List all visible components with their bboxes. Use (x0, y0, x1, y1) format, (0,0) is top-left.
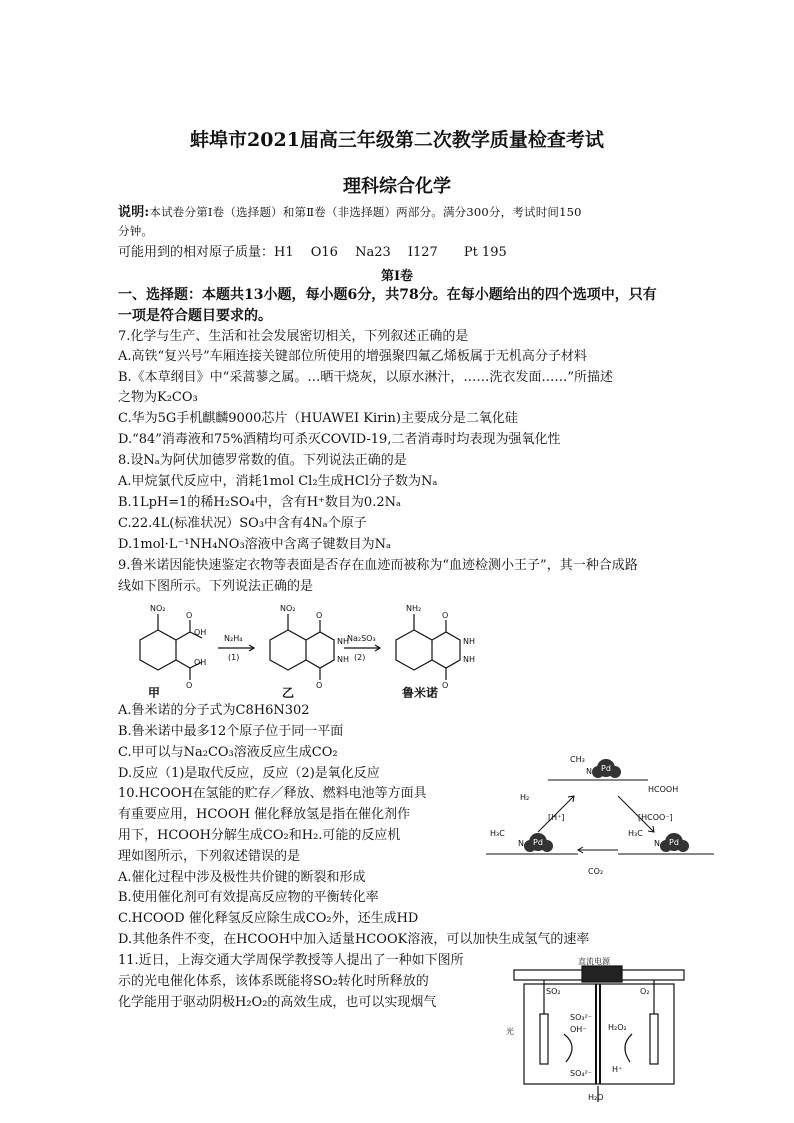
cycle-hcoo-label: [HCOO⁻] (638, 813, 673, 822)
h2o2-label: H₂O₂ (608, 1023, 627, 1032)
q10-stem-2: 有重要应用，HCOOH 催化释放氢是指在催化剂作 (118, 807, 411, 822)
q9-option-c: C.甲可以与Na₂CO₃溶液反应生成CO₂ (118, 745, 338, 760)
q10-stem-4: 理如图所示，下列叙述错误的是 (118, 849, 301, 864)
fig-o-label-3: O (316, 611, 323, 620)
cycle-hplus-label: [H⁺] (548, 813, 565, 822)
fig-o-label-5: O (442, 611, 449, 620)
fig-label-luminol: 鲁米诺 (402, 686, 439, 698)
q9-stem-cont: 线如下图所示。下列说法正确的是 (118, 579, 314, 594)
fig-nh-label: NH (337, 637, 349, 646)
section-heading: 第Ⅰ卷 (380, 269, 414, 284)
q7-stem: 7.化学与生产、生活和社会发展密切相关，下列叙述正确的是 (118, 329, 469, 344)
fig-oh-label-2: OH (194, 658, 207, 667)
instructions-label: 说明: (118, 205, 150, 220)
fig-reagent-2: Na₂SO₃ (347, 634, 376, 643)
q9-option-a: A.鲁米诺的分子式为C8H6N302 (118, 703, 310, 718)
instructions-cont: 分钟。 (118, 224, 154, 238)
q10-option-d: D.其他条件不变，在HCOOH中加入适量HCOOK溶液，可以加快生成氢气的速率 (118, 932, 590, 947)
part1-heading-cont: 一项是符合题目要求的。 (118, 308, 272, 324)
fig-o-label: O (186, 611, 193, 620)
cycle-h2-label: H₂ (520, 793, 530, 802)
oh-label: OH⁻ (570, 1025, 587, 1034)
q11-stem-2: 示的光电催化体系，该体系既能将SO₂转化时所释放的 (118, 974, 429, 989)
fig-reagent-1: N₂H₄ (224, 634, 243, 643)
cycle-co2-label: CO₂ (588, 867, 604, 876)
fig-no2-label: NO₂ (150, 604, 166, 613)
fig-o-label-2: O (186, 681, 193, 690)
cycle-n-label: N (586, 767, 592, 776)
cycle-pd-label-3: Pd (669, 838, 679, 847)
cycle-n-label-2: N (518, 839, 524, 848)
q10-stem-3: 用下，HCOOH分解生成CO₂和H₂.可能的反应机 (118, 828, 401, 843)
h2o-label: H₂O (588, 1093, 604, 1102)
q10-option-b: B.使用催化剂可有效提高反应物的平衡转化率 (118, 890, 379, 905)
q8-option-a: A.甲烷氯代反应中，消耗1mol Cl₂生成HCl分子数为Nₐ (118, 474, 438, 489)
cycle-h3c-label: H₃C (490, 829, 505, 838)
exam-title: 蚌埠市2021届高三年级第二次教学质量检查考试 (190, 129, 604, 151)
q7-option-c: C.华为5G手机麒麟9000芯片（HUAWEI Kirin)主要成分是二氧化硅 (118, 411, 518, 426)
part1-heading: 一、选择题：本题共13小题，每小题6分，共78分。在每小题给出的四个选项中，只有 (118, 287, 657, 303)
cycle-n-label-3: N (654, 839, 660, 848)
q7-option-d: D.“84”消毒液和75%酒精均可杀灭COVID-19,二者消毒时均表现为强氧化性 (118, 432, 561, 447)
fig-nh-label-3: NH (463, 637, 475, 646)
fig-label-jia: 甲 (148, 686, 161, 698)
fig-step-2: (2) (354, 653, 366, 662)
catalytic-cycle-figure (478, 742, 724, 884)
so2-label: SO₂ (546, 987, 561, 996)
fig-o-label-6: O (442, 681, 449, 690)
hplus-label: H⁺ (612, 1065, 623, 1074)
photoelectrocatalysis-figure (504, 954, 704, 1104)
fig-label-yi: 乙 (282, 686, 295, 698)
fig-no2-label-2: NO₂ (280, 604, 296, 613)
q11-stem: 11.近日，上海交通大学周保学教授等人提出了一种如下图所 (118, 953, 464, 968)
luminol-synthesis-figure (118, 600, 478, 698)
q10-option-c: C.HCOOD 催化释氢反应除生成CO₂外，还生成HD (118, 911, 419, 926)
q9-option-d: D.反应（1)是取代反应，反应（2)是氧化反应 (118, 766, 380, 781)
fig-nh-label-2: NH (337, 655, 349, 664)
q10-option-a: A.催化过程中涉及极性共价键的断裂和形成 (118, 870, 366, 885)
q8-option-d: D.1mol·L⁻¹NH₄NO₃溶液中含离子键数目为Nₐ (118, 537, 392, 552)
q7-option-b: B.《本草纲目》中“采蒿蓼之属。…晒干烧灰，以原水淋汁，……洗衣发面……”所描述 (118, 370, 613, 385)
o2-label: O₂ (640, 987, 650, 996)
q8-option-b: B.1LpH=1的稀H₂SO₄中，含有H⁺数目为0.2Nₐ (118, 495, 401, 510)
fig-nh-label-4: NH (463, 655, 475, 664)
q9-stem: 9.鲁米诺因能快速鉴定衣物等表面是否存在血迹而被称为“血迹检测小王子”，其一种合成路 (118, 558, 638, 573)
fig-o-label-4: O (316, 681, 323, 690)
fig-oh-label: OH (194, 628, 207, 637)
atomic-masses: 可能用到的相对原子质量：H1 O16 Na23 I127 Pt 195 (118, 245, 507, 260)
q11-stem-3: 化学能用于驱动阴极H₂O₂的高效生成，也可以实现烟气 (118, 995, 437, 1010)
q7-option-b-cont: 之物为K₂CO₃ (118, 390, 198, 405)
cycle-ch3-label: CH₃ (570, 755, 585, 764)
q9-option-b: B.鲁米诺中最多12个原子位于同一平面 (118, 724, 344, 739)
instructions-text: 本试卷分第Ⅰ卷（选择题）和第Ⅱ卷（非选择题）两部分。满分300分，考试时间150 (149, 205, 582, 219)
q7-option-a: A.高铁“复兴号”车厢连接关键部位所使用的增强聚四氟乙烯板属于无机高分子材料 (118, 349, 587, 364)
fig-nh2-label: NH₂ (406, 604, 422, 613)
so4-label: SO₄²⁻ (570, 1069, 593, 1078)
fig-step-1: (1) (228, 653, 240, 662)
cycle-h3c-label-2: H₃C (628, 829, 643, 838)
q8-stem: 8.设Nₐ为阿伏加德罗常数的值。下列说法正确的是 (118, 453, 407, 468)
so3-label: SO₃²⁻ (570, 1013, 593, 1022)
q8-option-c: C.22.4L(标准状况）SO₃中含有4Nₐ个原子 (118, 516, 367, 531)
instructions (118, 203, 582, 222)
cycle-pd-label-2: Pd (533, 838, 543, 847)
power-source-label: 直流电源 (578, 957, 610, 966)
cycle-pd-label: Pd (601, 764, 611, 773)
cycle-hcooh-label: HCOOH (648, 785, 679, 794)
light-label: 光 (506, 1027, 514, 1036)
q10-stem: 10.HCOOH在氢能的贮存／释放、燃料电池等方面具 (118, 786, 427, 801)
exam-subtitle: 理科综合化学 (343, 176, 451, 197)
